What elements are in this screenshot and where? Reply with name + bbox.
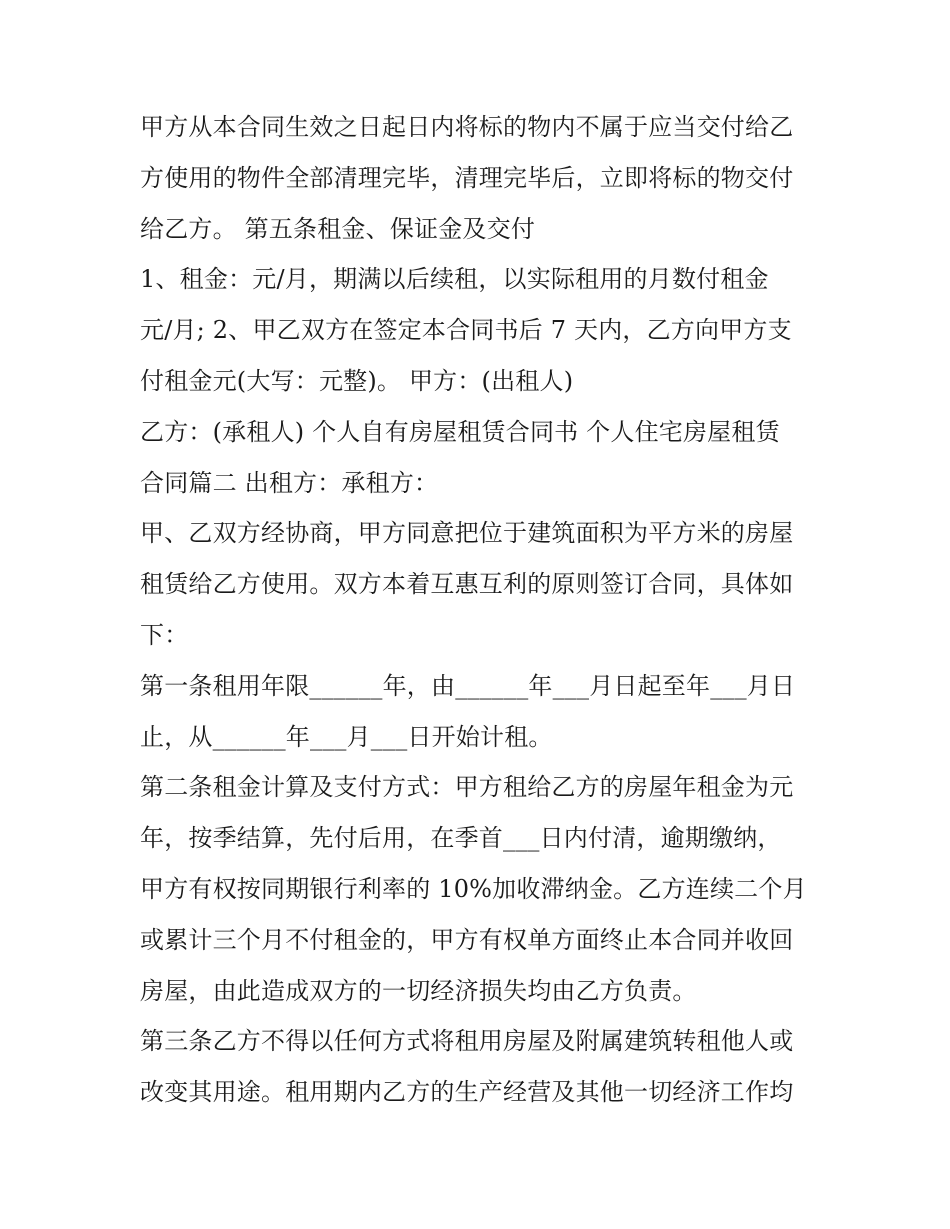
text-line: 改变其用途。租用期内乙方的生产经营及其他一切经济工作均 — [140, 1078, 794, 1107]
text-line: 方使用的物件全部清理完毕，清理完毕后，立即将标的物交付 — [140, 163, 794, 192]
text-line: 或累计三个月不付租金的，甲方有权单方面终止本合同并收回 — [140, 925, 794, 954]
text-line: 年，按季结算，先付后用，在季首___日内付清，逾期缴纳， — [140, 824, 782, 853]
text-line: 1、租金：元/月，期满以后续租，以实际租用的月数付租金 — [140, 265, 769, 294]
text-line: 租赁给乙方使用。双方本着互惠互利的原则签订合同，具体如 — [140, 570, 794, 599]
document-body — [140, 102, 820, 1118]
text-line: 给乙方。 第五条租金、保证金及交付 — [140, 214, 536, 243]
text-line: 元/月; 2、甲乙双方在签定本合同书后 7 天内，乙方向甲方支 — [140, 316, 792, 345]
text-line: 第二条租金计算及支付方式：甲方租给乙方的房屋年租金为元 — [140, 773, 794, 802]
text-line: 下： — [140, 620, 189, 649]
text-line: 第三条乙方不得以任何方式将租用房屋及附属建筑转租他人或 — [140, 1027, 794, 1056]
text-line: 甲、乙双方经协商，甲方同意把位于建筑面积为平方米的房屋 — [140, 519, 794, 548]
text-line: 合同篇二 出租方：承租方： — [140, 468, 439, 497]
text-line: 止，从______年___月___日开始计租。 — [140, 722, 553, 751]
text-line: 甲方有权按同期银行利率的 10%加收滞纳金。乙方连续二个月 — [140, 874, 807, 903]
text-line: 房屋，由此造成双方的一切经济损失均由乙方负责。 — [140, 976, 697, 1005]
text-line: 甲方从本合同生效之日起日内将标的物内不属于应当交付给乙 — [140, 113, 794, 141]
text-line: 乙方：(承租人) 个人自有房屋租赁合同书 个人住宅房屋租赁 — [140, 417, 780, 446]
text-line: 第一条租用年限______年，由______年___月日起至年___月日 — [140, 671, 796, 700]
text-line: 付租金元(大写：元整)。 甲方：(出租人) — [140, 366, 574, 395]
